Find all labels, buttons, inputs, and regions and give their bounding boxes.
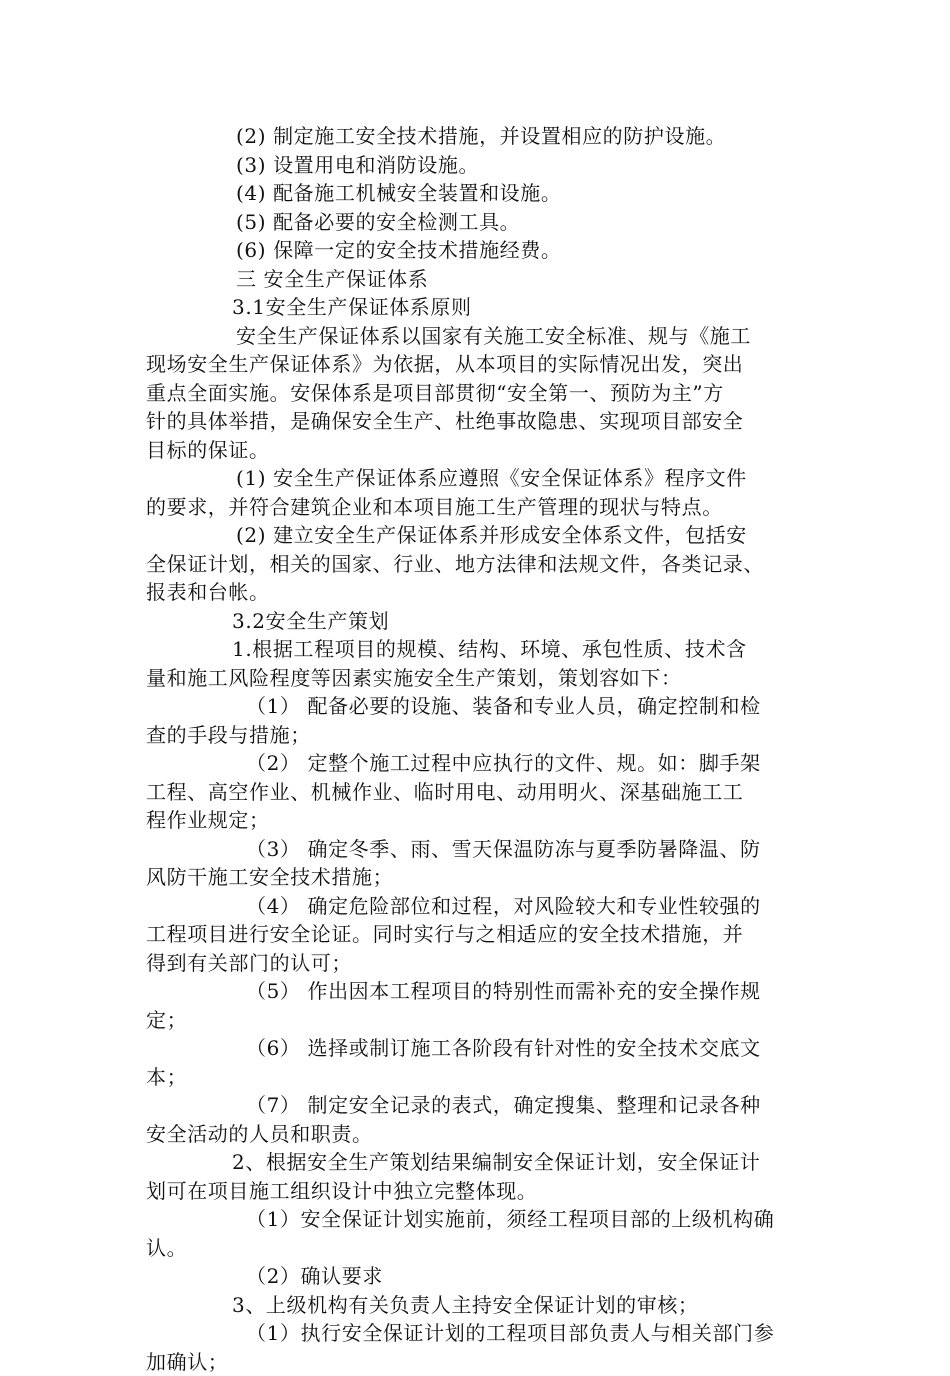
text-line: 认。 [146,1234,826,1263]
text-line: 程作业规定； [146,806,826,835]
text-line: 加确认； [146,1348,826,1376]
text-line: 工程、高空作业、机械作业、临时用电、动用明火、深基础施工工 [146,778,826,807]
text-line: 3.2安全生产策划 [146,607,826,636]
text-line: 全保证计划，相关的国家、行业、地方法律和法规文件，各类记录、 [146,550,826,579]
text-line: 量和施工风险程度等因素实施安全生产策划，策划容如下： [146,664,826,693]
text-line: (4) 配备施工机械安全装置和设施。 [146,179,826,208]
text-line: 的要求，并符合建筑企业和本项目施工生产管理的现状与特点。 [146,493,826,522]
text-line: （1） 配备必要的设施、装备和专业人员，确定控制和检 [146,692,826,721]
text-line: （4） 确定危险部位和过程，对风险较大和专业性较强的 [146,892,826,921]
text-line: 2、根据安全生产策划结果编制安全保证计划，安全保证计 [146,1148,826,1177]
text-line: 本； [146,1063,826,1092]
text-line: (6) 保障一定的安全技术措施经费。 [146,236,826,265]
text-line: 1.根据工程项目的规模、结构、环境、承包性质、技术含 [146,635,826,664]
text-line: 工程项目进行安全论证。同时实行与之相适应的安全技术措施，并 [146,920,826,949]
text-line: （2） 定整个施工过程中应执行的文件、规。如：脚手架 [146,749,826,778]
text-line: 三 安全生产保证体系 [146,265,826,294]
text-line: 报表和台帐。 [146,578,826,607]
text-line: 安全活动的人员和职责。 [146,1120,826,1149]
text-line: 现场安全生产保证体系》为依据，从本项目的实际情况出发，突出 [146,350,826,379]
text-line: (3) 设置用电和消防设施。 [146,151,826,180]
text-line: （1）执行安全保证计划的工程项目部负责人与相关部门参 [146,1319,826,1348]
text-line: 3、上级机构有关负责人主持安全保证计划的审核； [146,1291,826,1320]
text-line: 目标的保证。 [146,436,826,465]
text-line: 得到有关部门的认可； [146,949,826,978]
text-line: （7） 制定安全记录的表式，确定搜集、整理和记录各种 [146,1091,826,1120]
text-line: (5) 配备必要的安全检测工具。 [146,208,826,237]
text-line: 针的具体举措，是确保安全生产、杜绝事故隐患、实现项目部安全 [146,407,826,436]
text-line: (1) 安全生产保证体系应遵照《安全保证体系》程序文件 [146,464,826,493]
text-line: 3.1安全生产保证体系原则 [146,293,826,322]
text-line: （5） 作出因本工程项目的特别性而需补充的安全操作规 [146,977,826,1006]
text-line: （6） 选择或制订施工各阶段有针对性的安全技术交底文 [146,1034,826,1063]
text-line: 定； [146,1006,826,1035]
text-line: 划可在项目施工组织设计中独立完整体现。 [146,1177,826,1206]
text-line: 查的手段与措施； [146,721,826,750]
text-line: (2) 建立安全生产保证体系并形成安全体系文件，包括安 [146,521,826,550]
text-line: 安全生产保证体系以国家有关施工安全标准、规与《施工 [146,322,826,351]
document-body [146,122,826,1376]
text-line: （3） 确定冬季、雨、雪天保温防冻与夏季防暑降温、防 [146,835,826,864]
text-line: 风防干施工安全技术措施； [146,863,826,892]
text-line: (2) 制定施工安全技术措施，并设置相应的防护设施。 [146,122,826,151]
text-line: （1）安全保证计划实施前，须经工程项目部的上级机构确 [146,1205,826,1234]
text-line: 重点全面实施。安保体系是项目部贯彻“安全第一、预防为主”方 [146,379,826,408]
text-line: （2）确认要求 [146,1262,826,1291]
